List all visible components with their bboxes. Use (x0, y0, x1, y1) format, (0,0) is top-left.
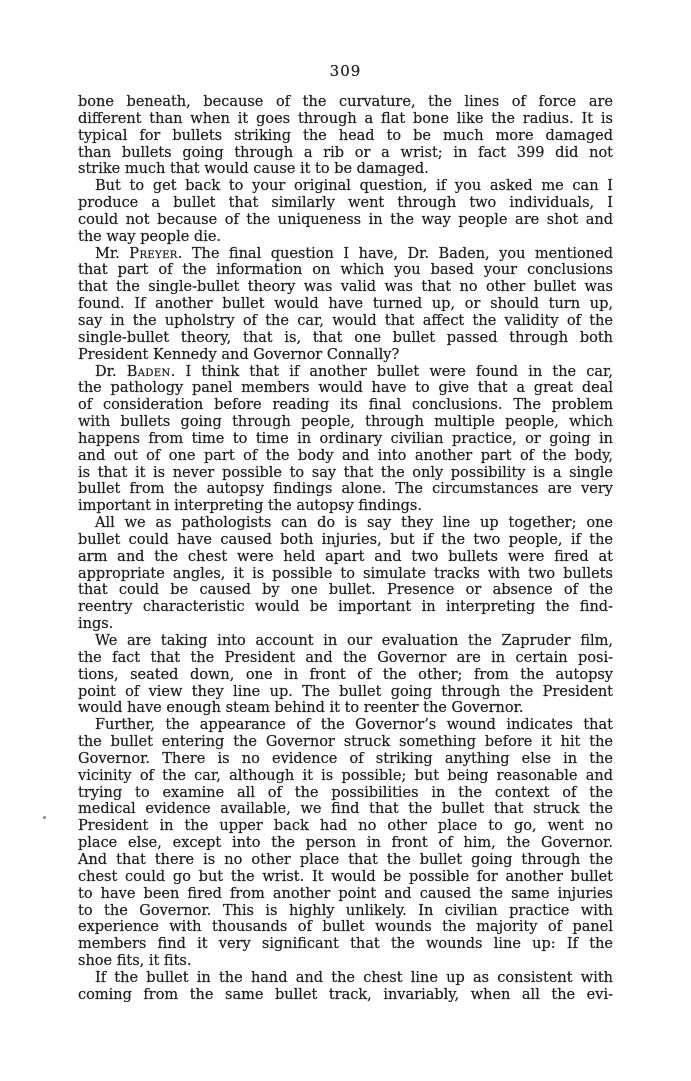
text-segment: . The final question I have, Dr. Baden, you mentioned (177, 245, 613, 262)
text-line: the pathology panel members would have to give that a great deal (78, 380, 613, 397)
paragraph (78, 246, 613, 364)
paragraph (78, 633, 613, 717)
paragraph (78, 94, 613, 178)
text-line: experience with thousands of bullet wounds the majority of panel (78, 919, 613, 936)
scan-artifact-dot (43, 816, 46, 819)
text-line: trying to examine all of the possibilities in the context of the (78, 784, 613, 801)
text-line: coming from the same bullet track, invariably, when all the evi- (78, 986, 613, 1003)
text-line: that the single-bullet theory was valid was that no other bullet was (78, 279, 613, 296)
text-line: President in the upper back had no other place to go, went no (78, 818, 613, 835)
paragraph (78, 178, 613, 245)
text-line (78, 246, 613, 263)
text-line: bullet from the autopsy findings alone. The circumstances are very (78, 481, 613, 498)
text-line: Further, the appearance of the Governor’s wound indicates that (95, 717, 613, 734)
text-line: that could be caused by one bullet. Presence or absence of the (78, 582, 613, 599)
text-line: shoe fits, it fits. (78, 953, 192, 970)
text-line: to the Governor. This is highly unlikely. In civilian practice with (78, 902, 613, 919)
text-column (78, 94, 613, 1004)
paragraph (78, 515, 613, 633)
text-line: found. If another bullet would have turned up, or should turn up, (78, 296, 613, 313)
text-line: to have been fired from another point and caused the same injuries (78, 885, 613, 902)
text-line: typical for bullets striking the head to be much more damaged (78, 127, 613, 144)
text-line: If the bullet in the hand and the chest line up as consistent with (95, 969, 613, 986)
text-line: place else, except into the person in front of him, the Governor. (78, 835, 613, 852)
text-line: appropriate angles, it is possible to simulate tracks with two bullets (78, 565, 613, 582)
text-line: the bullet entering the Governor struck something before it hit the (78, 734, 613, 751)
text-line: different than when it goes through a flat bone like the radius. It is (78, 110, 613, 127)
text-line: is that it is never possible to say that the only possibility is a single (78, 464, 613, 481)
text-line: with bullets going through people, through multiple people, which (78, 414, 613, 431)
text-line: happens from time to time in ordinary civilian practice, or going in (78, 430, 613, 447)
text-line: bone beneath, because of the curvature, the lines of force are (78, 94, 613, 110)
text-line: arm and the chest were held apart and two bullets were fired at (78, 548, 613, 565)
text-line: of consideration before reading its final conclusions. The problem (78, 397, 613, 414)
text-line: All we as pathologists can do is say they line up together; one (95, 515, 613, 532)
text-line: single-bullet theory, that is, that one bullet passed through both (78, 329, 613, 346)
text-line: members find it very significant that the wounds line up: If the (78, 936, 613, 953)
text-line: point of view they line up. The bullet going through the President (78, 683, 613, 700)
text-line: President Kennedy and Governor Connally? (78, 346, 400, 363)
speaker-name: Preyer (129, 245, 178, 262)
text-line: would have enough steam behind it to reenter the Governor. (78, 700, 524, 717)
text-line: produce a bullet that similarly went through two individuals, I (78, 195, 613, 212)
text-line: But to get back to your original question, if you asked me can I (95, 178, 613, 195)
text-line: strike much that would cause it to be damaged. (78, 161, 429, 178)
text-line (78, 364, 613, 381)
text-line: reentry characteristic would be important in interpreting the find- (78, 599, 613, 616)
page-number: 309 (329, 62, 362, 80)
text-line: chest could go but the wrist. It would be possible for another bullet (78, 868, 613, 885)
text-line: say in the upholstry of the car, would that affect the validity of the (78, 312, 613, 329)
text-line: bullet could have caused both injuries, but if the two people, if the (78, 531, 613, 548)
text-line: than bullets going through a rib or a wrist; in fact 399 did not (78, 144, 613, 161)
text-line: could not because of the uniqueness in the way people are shot and (78, 211, 613, 228)
text-line: important in interpreting the autopsy findings. (78, 498, 422, 515)
text-segment: . I think that if another bullet were found in the car, (170, 363, 613, 380)
paragraph (78, 364, 613, 516)
text-line: and out of one part of the body and into another part of the body, (78, 447, 613, 464)
text-line: ings. (78, 616, 114, 633)
text-line: the way people die. (78, 228, 222, 245)
speaker-name: Baden (126, 363, 171, 380)
text-line: medical evidence available, we find that the bullet that struck the (78, 801, 613, 818)
text-line: We are taking into account in our evaluation the Zapruder film, (95, 633, 613, 649)
text-line: tions, seated down, one in front of the other; from the autopsy (78, 666, 613, 683)
text-segment: Mr. (95, 245, 130, 262)
paragraph (78, 717, 613, 970)
text-line: vicinity of the car, although it is possible; but being reasonable and (78, 767, 613, 784)
text-line: that part of the information on which you based your conclusions (78, 262, 613, 279)
text-segment: Dr. (95, 363, 127, 380)
text-line: Governor. There is no evidence of striking anything else in the (78, 750, 613, 767)
paragraph (78, 970, 613, 1004)
text-line: And that there is no other place that the bullet going through the (78, 851, 613, 868)
text-line: the fact that the President and the Governor are in certain posi- (78, 649, 613, 666)
